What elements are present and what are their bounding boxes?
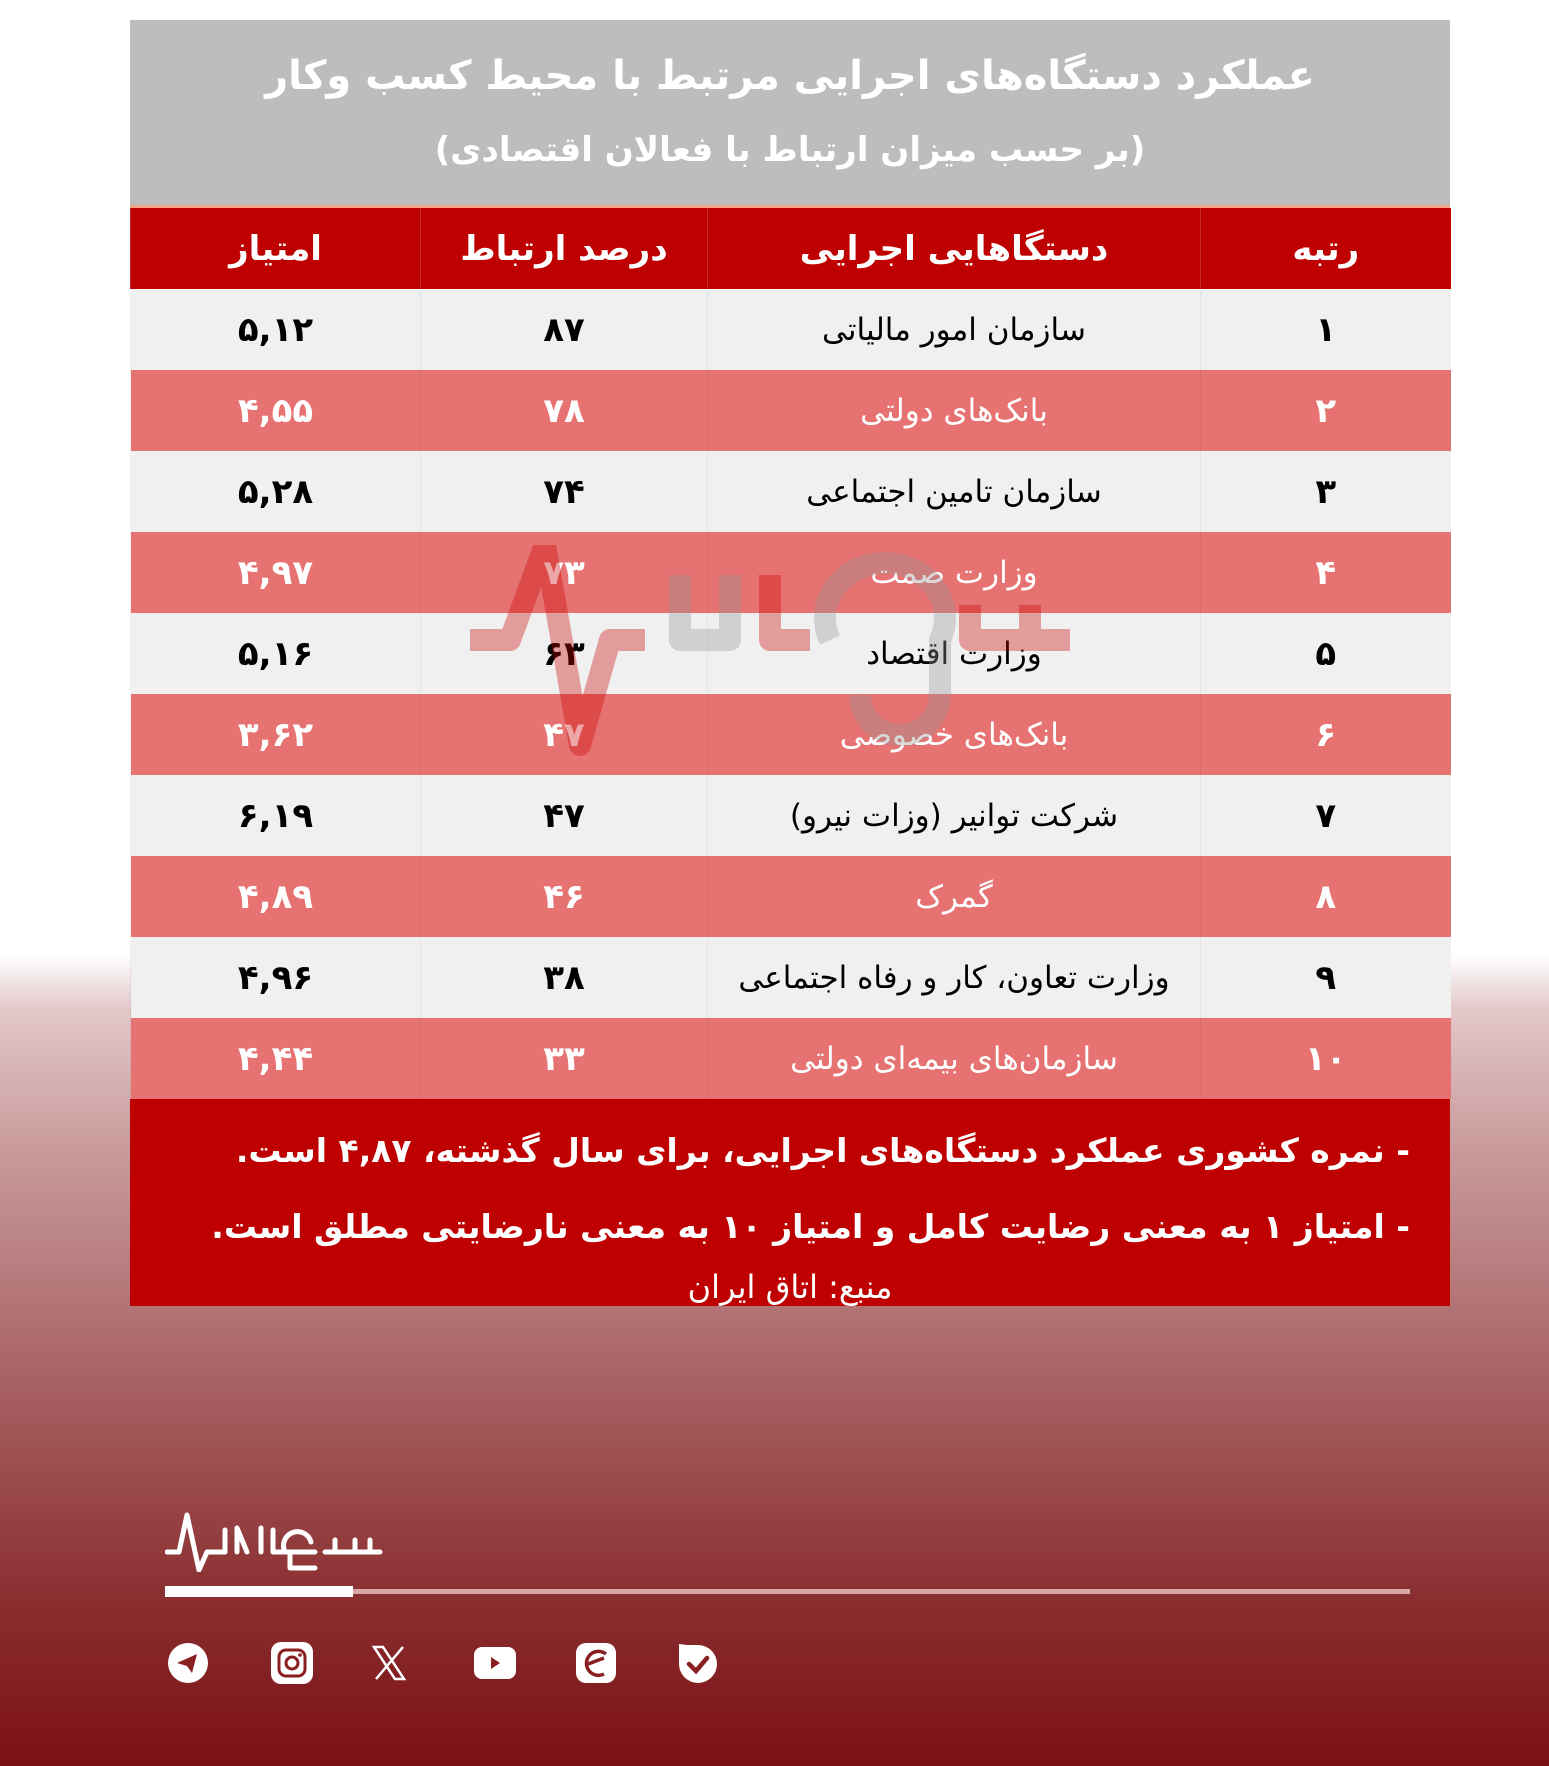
rank-cell: ۸ [1201, 856, 1451, 937]
score-cell: ۴,۸۹ [131, 856, 421, 937]
table-row [131, 289, 1451, 370]
rank-cell: ۷ [1201, 775, 1451, 856]
column-header-agency: دستگاهایی اجرایی [708, 208, 1201, 289]
table-row [131, 856, 1451, 937]
notes-box [130, 1099, 1450, 1306]
page-title: عملکرد دستگاه‌های اجرایی مرتبط با محیط کسب وکار [265, 53, 1315, 99]
rank-cell: ۱۰ [1201, 1018, 1451, 1099]
percent-cell: ۷۳ [421, 532, 708, 613]
telegram-icon[interactable] [165, 1640, 211, 1686]
score-cell: ۴,۹۷ [131, 532, 421, 613]
table-row [131, 937, 1451, 1018]
rank-cell: ۲ [1201, 370, 1451, 451]
table-row [131, 1018, 1451, 1099]
table-row [131, 775, 1451, 856]
rank-cell: ۶ [1201, 694, 1451, 775]
source-label: منبع: اتاق ایران [687, 1268, 893, 1306]
percent-cell: ۸۷ [421, 289, 708, 370]
rank-cell: ۵ [1201, 613, 1451, 694]
percent-cell: ۷۴ [421, 451, 708, 532]
infographic-panel [130, 20, 1450, 1306]
table-row [131, 532, 1451, 613]
ranking-table [130, 208, 1451, 1099]
agency-cell: سازمان امور مالیاتی [708, 289, 1201, 370]
column-header-score: امتیاز [131, 208, 421, 289]
youtube-icon[interactable] [472, 1640, 518, 1686]
agency-cell: شرکت توانیر (وزات نیرو) [708, 775, 1201, 856]
percent-cell: ۳۸ [421, 937, 708, 1018]
instagram-icon[interactable] [269, 1640, 315, 1686]
percent-cell: ۳۳ [421, 1018, 708, 1099]
percent-cell: ۷۸ [421, 370, 708, 451]
agency-cell: سازمان تامین اجتماعی [708, 451, 1201, 532]
eitaa-icon[interactable] [573, 1640, 619, 1686]
percent-cell: ۴۷ [421, 694, 708, 775]
page-subtitle: (بر حسب میزان ارتباط با فعالان اقتصادی) [434, 130, 1146, 170]
agency-cell: بانک‌های دولتی [708, 370, 1201, 451]
agency-cell: سازمان‌های بیمه‌ای دولتی [708, 1018, 1201, 1099]
social-links [0, 1640, 800, 1690]
table-row [131, 370, 1451, 451]
rank-cell: ۳ [1201, 451, 1451, 532]
brand-logo-icon [165, 1510, 385, 1572]
x-icon[interactable] [366, 1640, 412, 1686]
table-header-row [131, 208, 1451, 289]
table-row [131, 613, 1451, 694]
column-header-percent: درصد ارتباط [421, 208, 708, 289]
percent-cell: ۴۶ [421, 856, 708, 937]
score-cell: ۳,۶۲ [131, 694, 421, 775]
table-row [131, 451, 1451, 532]
percent-cell: ۶۳ [421, 613, 708, 694]
divider-accent [165, 1586, 353, 1597]
table-row [131, 694, 1451, 775]
rank-cell: ۹ [1201, 937, 1451, 1018]
rank-cell: ۴ [1201, 532, 1451, 613]
agency-cell: وزارت صمت [708, 532, 1201, 613]
score-cell: ۵,۱۲ [131, 289, 421, 370]
score-cell: ۶,۱۹ [131, 775, 421, 856]
score-cell: ۵,۱۶ [131, 613, 421, 694]
score-cell: ۴,۵۵ [131, 370, 421, 451]
agency-cell: بانک‌های خصوصی [708, 694, 1201, 775]
column-header-rank: رتبه [1201, 208, 1451, 289]
agency-cell: گمرک [708, 856, 1201, 937]
score-cell: ۵,۲۸ [131, 451, 421, 532]
divider-line [353, 1589, 1410, 1594]
bale-icon[interactable] [675, 1640, 721, 1686]
note-national-score: - نمره کشوری عملکرد دستگاه‌های اجرایی، برای سال گذشته، ۴,۸۷ است. [235, 1131, 1410, 1170]
agency-cell: وزارت تعاون، کار و رفاه اجتماعی [708, 937, 1201, 1018]
score-cell: ۴,۹۶ [131, 937, 421, 1018]
agency-cell: وزارت اقتصاد [708, 613, 1201, 694]
rank-cell: ۱ [1201, 289, 1451, 370]
percent-cell: ۴۷ [421, 775, 708, 856]
note-score-meaning: - امتیاز ۱ به معنی رضایت کامل و امتیاز ۱۰ به معنی نارضایتی مطلق است. [211, 1207, 1410, 1246]
score-cell: ۴,۴۴ [131, 1018, 421, 1099]
title-box [130, 20, 1450, 208]
